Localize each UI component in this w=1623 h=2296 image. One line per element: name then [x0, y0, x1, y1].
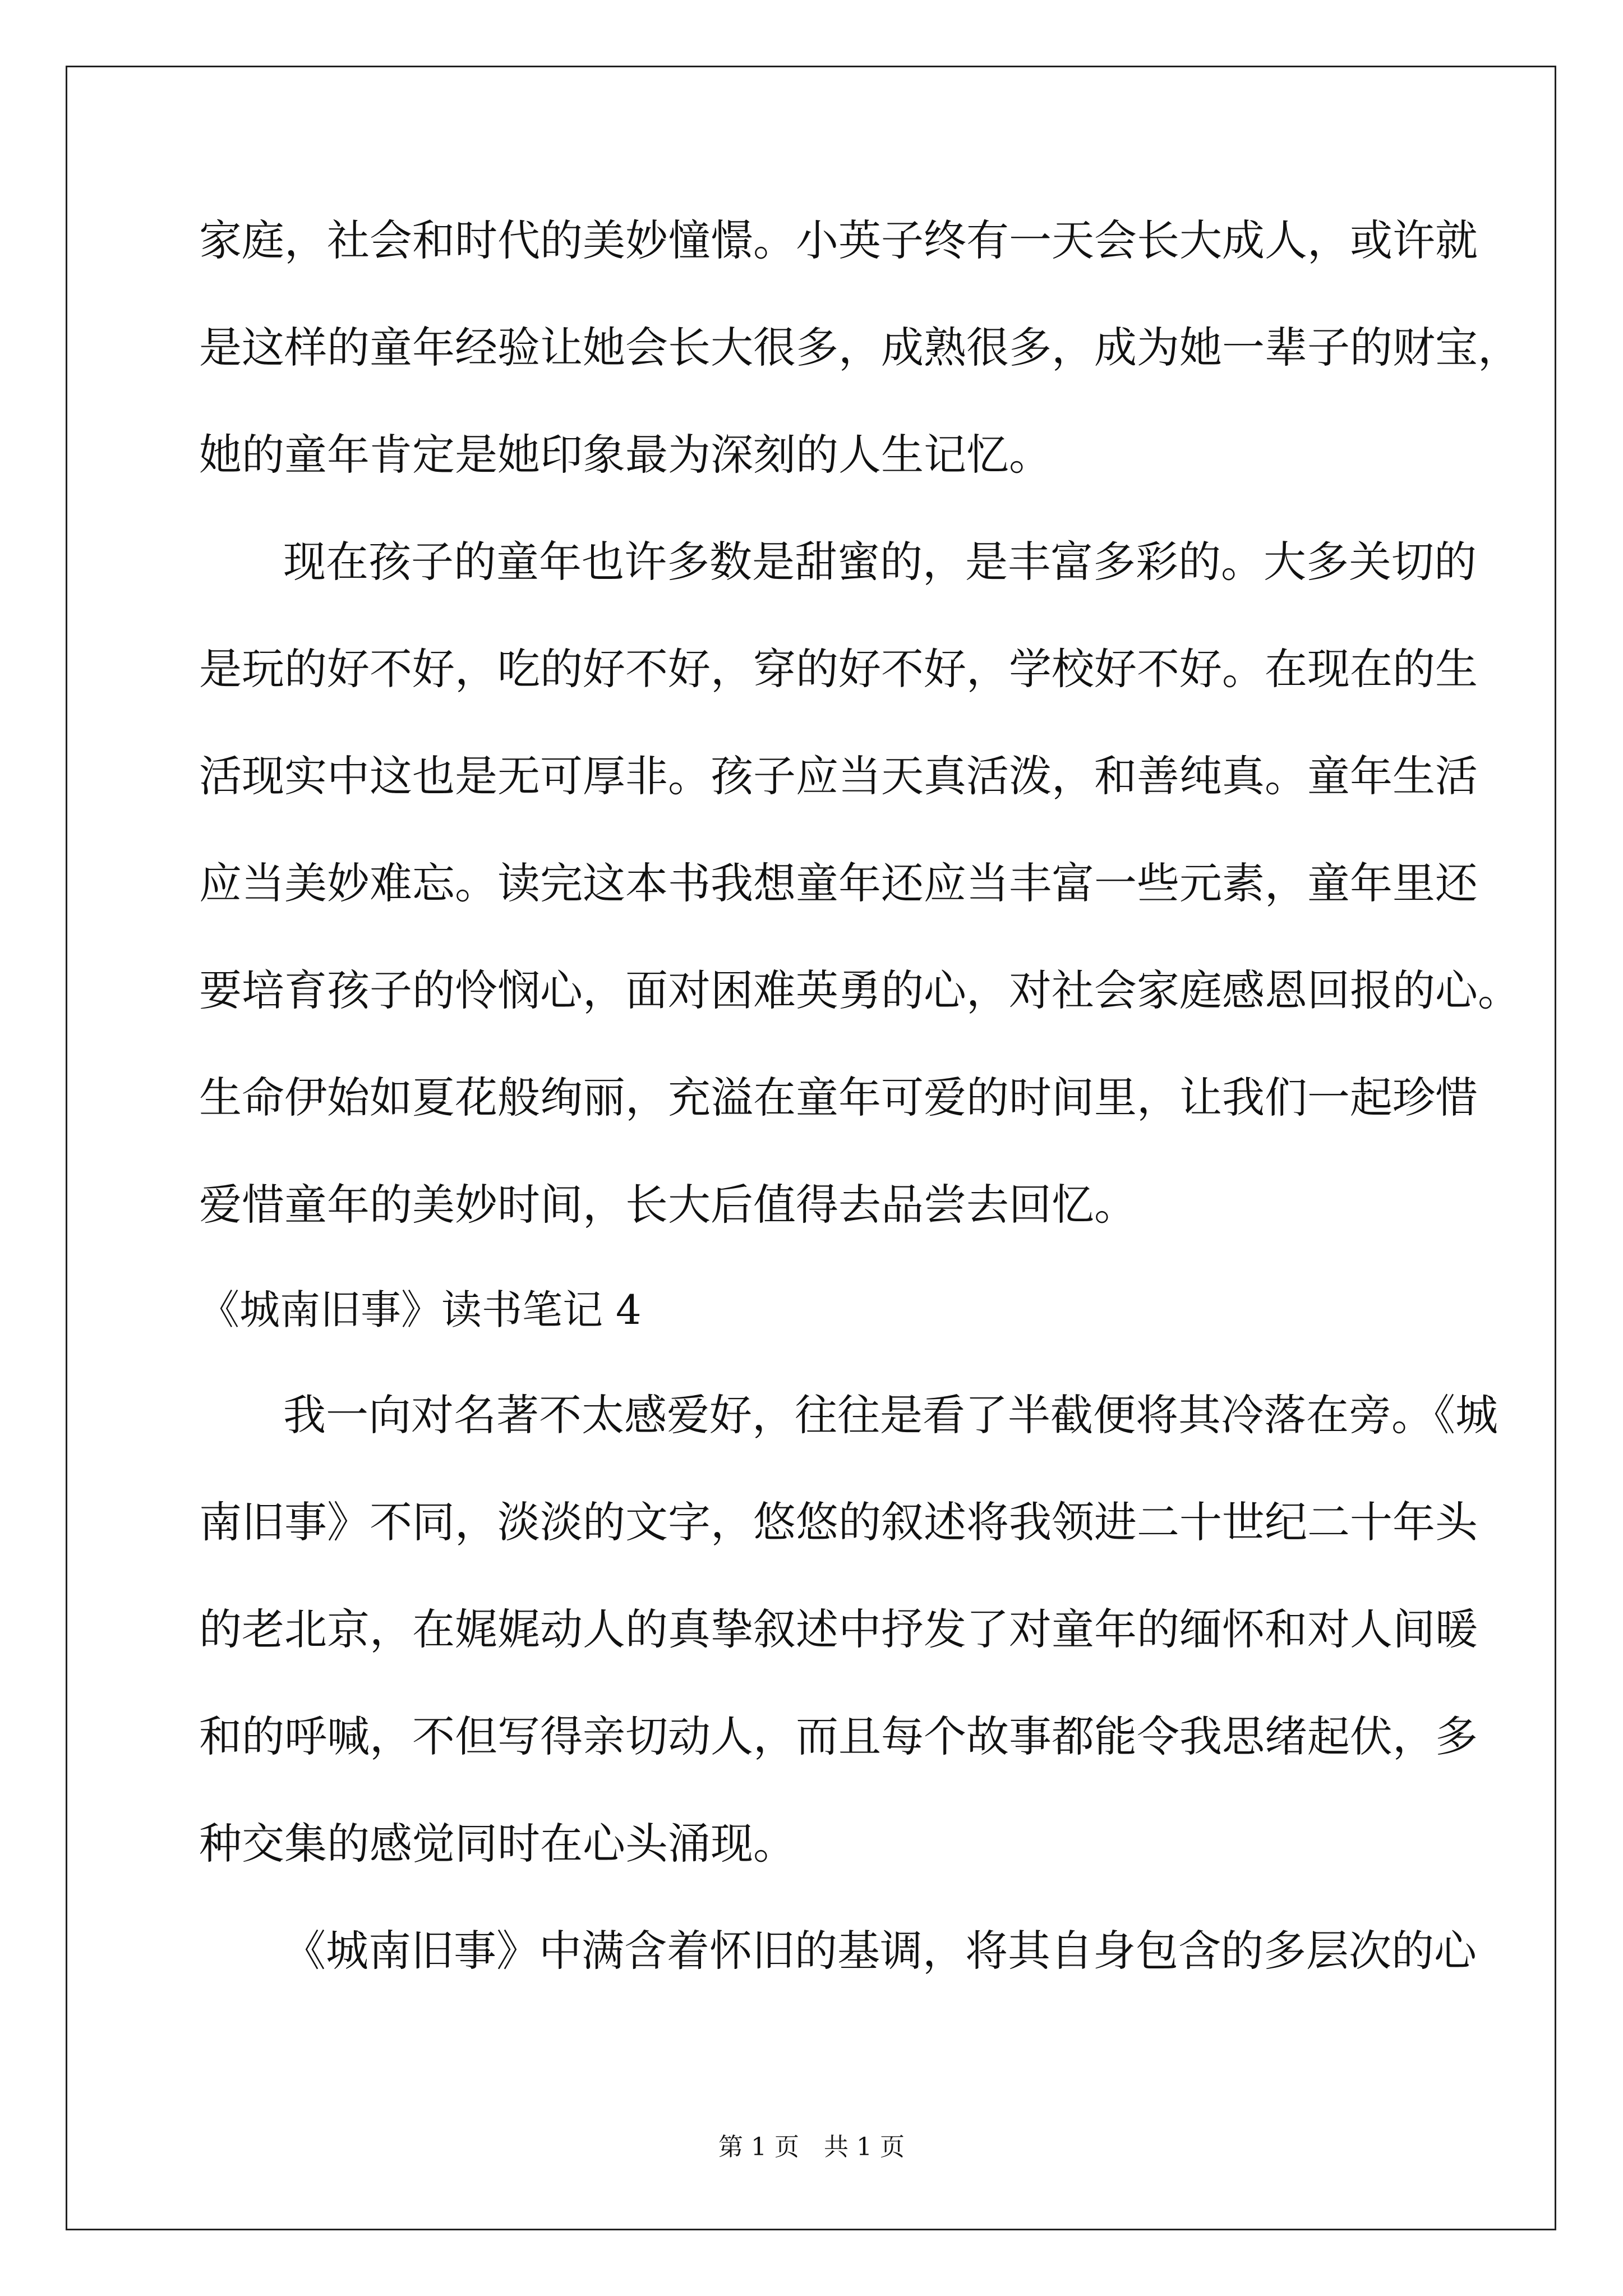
text-line: 和的呼喊，不但写得亲切动人，而且每个故事都能令我思绪起伏，多	[199, 1711, 1478, 1761]
text-line: 活现实中这也是无可厚非。孩子应当天真活泼，和善纯真。童年生活	[199, 751, 1478, 801]
text-line: 是玩的好不好，吃的好不好，穿的好不好，学校好不好。在现在的生	[199, 644, 1478, 694]
section-heading: 《城南旧事》读书笔记 4	[199, 1286, 642, 1333]
text-line: 她的童年肯定是她印象最为深刻的人生记忆。	[199, 430, 1052, 480]
paragraph-start-line: 我一向对名著不太感爱好，往往是看了半截便将其冷落在旁。《城	[283, 1390, 1498, 1440]
text-line: 生命伊始如夏花般绚丽，充溢在童年可爱的时间里，让我们一起珍惜	[199, 1073, 1478, 1122]
text-line: 南旧事》不同，淡淡的文字，悠悠的叙述将我领进二十世纪二十年头	[199, 1497, 1478, 1547]
text-line: 爱惜童年的美妙时间，长大后值得去品尝去回忆。	[199, 1180, 1137, 1230]
text-line: 家庭，社会和时代的美妙憧憬。小英子终有一天会长大成人，或许就	[199, 215, 1478, 265]
text-line: 的老北京，在娓娓动人的真挚叙述中抒发了对童年的缅怀和对人间暖	[199, 1604, 1478, 1654]
page-number-footer: 第 1 页 共 1 页	[718, 2133, 905, 2161]
text-line: 种交集的感觉同时在心头涌现。	[199, 1819, 796, 1869]
paragraph-start-line: 现在孩子的童年也许多数是甜蜜的，是丰富多彩的。大多关切的	[283, 537, 1477, 587]
paragraph-start-line: 《城南旧事》中满含着怀旧的基调，将其自身包含的多层次的心	[283, 1926, 1477, 1976]
page-border	[66, 66, 1556, 2230]
text-line: 应当美妙难忘。读完这本书我想童年还应当丰富一些元素，童年里还	[199, 858, 1478, 908]
text-line: 要培育孩子的怜悯心，面对困难英勇的心，对社会家庭感恩回报的心。	[199, 965, 1520, 1015]
text-line: 是这样的童年经验让她会长大很多，成熟很多，成为她一辈子的财宝，	[199, 323, 1520, 372]
